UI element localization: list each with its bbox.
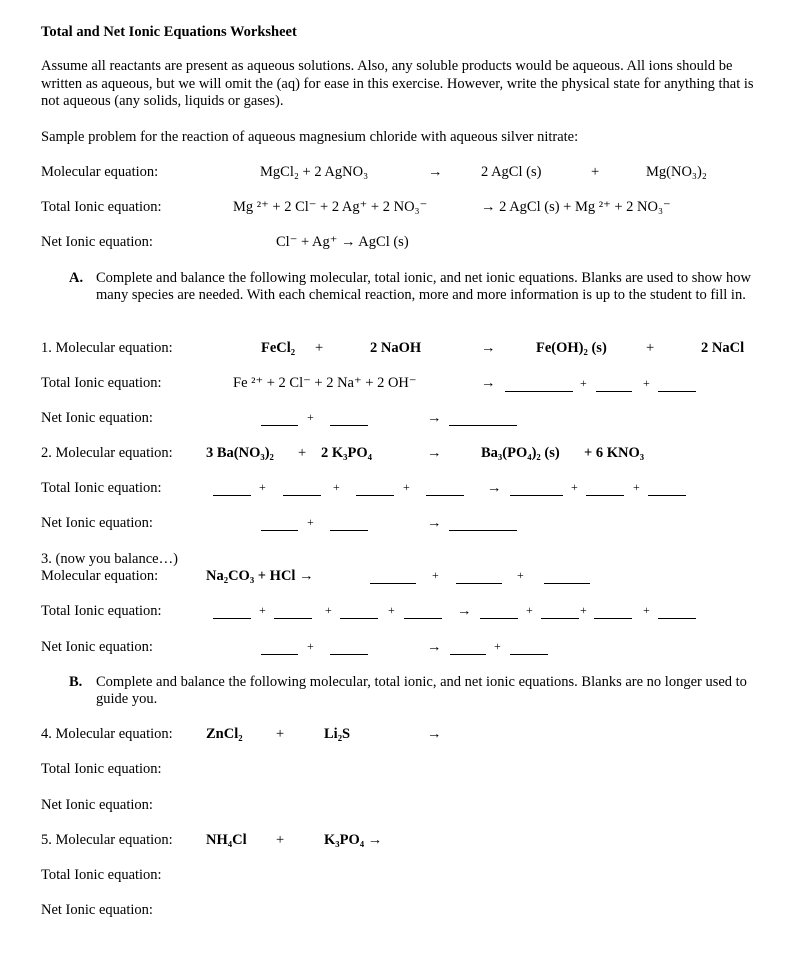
p2-total-blank-1[interactable]: [213, 495, 251, 496]
sample-net-equation: Cl⁻ + Ag⁺ → AgCl (s): [276, 234, 409, 250]
p3-total-blank-7[interactable]: [594, 618, 632, 619]
sample-molecular-product-2: Mg(NO₃)₂: [646, 164, 707, 180]
p5-molecular-label: 5. Molecular equation:: [41, 832, 173, 848]
p1-arrow: →: [481, 340, 496, 356]
p2-total-blank-4[interactable]: [426, 495, 464, 496]
p4-molecular-label: 4. Molecular equation:: [41, 726, 173, 742]
intro-paragraph: Assume all reactants are present as aqueous solutions. Also, any soluble products would be aqueous. All ions should be written as aqueous, but we will omit the (aq) for ease in this exercise. However, write the physical state for anything that is not aqueous (any solids, liquids or gases).: [41, 58, 754, 109]
section-a-letter: A.: [69, 270, 84, 286]
p1-total-label: Total Ionic equation:: [41, 375, 162, 391]
p1-net-plus: +: [307, 410, 314, 424]
p4-net-label: Net Ionic equation:: [41, 797, 153, 813]
p2-arrow: →: [427, 445, 442, 461]
p3-total-blank-4[interactable]: [404, 618, 442, 619]
p2-net-blank-2[interactable]: [330, 530, 368, 531]
p2-total-blank-7[interactable]: [648, 495, 686, 496]
p2-total-blank-6[interactable]: [586, 495, 624, 496]
p2-total-label: Total Ionic equation:: [41, 480, 162, 496]
p3-net-blank-1[interactable]: [261, 654, 298, 655]
p3-mol-plus-1: +: [432, 568, 439, 582]
p3-total-plus-1: +: [259, 603, 266, 617]
p1-plus-2: +: [646, 340, 655, 356]
p3-total-plus-4: +: [526, 603, 533, 617]
p5-reactant-1: NH₄Cl: [206, 832, 247, 848]
p1-net-blank-3[interactable]: [449, 425, 517, 426]
p1-total-left: Fe ²⁺ + 2 Cl⁻ + 2 Na⁺ + 2 OH⁻: [233, 375, 417, 391]
sample-total-left: Mg ²⁺ + 2 Cl⁻ + 2 Ag⁺ + 2 NO₃⁻: [233, 199, 428, 215]
p3-net-arrow: →: [427, 639, 442, 655]
p4-arrow: →: [427, 726, 442, 742]
sample-total-right: → 2 AgCl (s) + Mg ²⁺ + 2 NO₃⁻: [481, 199, 671, 215]
p1-total-plus-2: +: [643, 376, 650, 390]
p1-net-arrow: →: [427, 410, 442, 426]
p2-net-arrow: →: [427, 515, 442, 531]
p3-molecular-label: Molecular equation:: [41, 568, 159, 584]
sample-heading: Sample problem for the reaction of aqueous magnesium chloride with aqueous silver nitrate:: [41, 129, 579, 145]
p3-net-plus-1: +: [307, 639, 314, 653]
section-b-instructions: Complete and balance the following molecular, total ionic, and net ionic equations. Blanks are no longer used to guide you.: [96, 674, 747, 707]
p2-plus: +: [298, 445, 307, 461]
p2-net-blank-1[interactable]: [261, 530, 298, 531]
p3-total-blank-2[interactable]: [274, 618, 312, 619]
p2-net-blank-3[interactable]: [449, 530, 517, 531]
p5-plus: +: [276, 832, 285, 848]
p2-total-blank-2[interactable]: [283, 495, 321, 496]
p2-total-arrow: →: [487, 480, 502, 496]
sample-molecular-product-1: 2 AgCl (s): [481, 164, 542, 180]
p1-reactant-1: FeCl₂: [261, 340, 296, 356]
p1-reactant-2: 2 NaOH: [370, 340, 422, 356]
page-title: Total and Net Ionic Equations Worksheet: [41, 24, 297, 40]
p3-total-blank-5[interactable]: [480, 618, 518, 619]
p1-product-1: Fe(OH)₂ (s): [536, 340, 607, 356]
p3-total-blank-1[interactable]: [213, 618, 251, 619]
sample-net-label: Net Ionic equation:: [41, 234, 153, 250]
p3-total-arrow: →: [457, 603, 472, 619]
p3-net-label: Net Ionic equation:: [41, 639, 153, 655]
p2-product-2: + 6 KNO₃: [584, 445, 645, 461]
p3-total-label: Total Ionic equation:: [41, 603, 162, 619]
section-a-instructions: Complete and balance the following molecular, total ionic, and net ionic equations. Blanks are used to show how many species are needed. With each chemical reaction, more and more information is up to the student to fill in.: [96, 270, 751, 303]
p3-total-plus-3: +: [388, 603, 395, 617]
p1-total-plus-1: +: [580, 376, 587, 390]
p3-net-blank-4[interactable]: [510, 654, 548, 655]
p5-reactant-2: K₃PO₄ →: [324, 832, 383, 848]
p4-plus: +: [276, 726, 285, 742]
p2-reactant-1: 3 Ba(NO₃)₂: [206, 445, 274, 461]
p2-total-blank-3[interactable]: [356, 495, 394, 496]
p3-prefix: 3. (now you balance…): [41, 551, 178, 567]
p2-product-1: Ba₃(PO₄)₂ (s): [481, 445, 560, 461]
p2-total-plus-2: +: [333, 480, 340, 494]
p2-molecular-label: 2. Molecular equation:: [41, 445, 173, 461]
p1-total-blank-1[interactable]: [505, 391, 573, 392]
p3-total-plus-5: +: [580, 603, 587, 617]
p4-reactant-1: ZnCl₂: [206, 726, 243, 742]
sample-total-label: Total Ionic equation:: [41, 199, 162, 215]
sample-molecular-reactants: MgCl₂ + 2 AgNO₃: [260, 164, 369, 180]
p3-total-plus-6: +: [643, 603, 650, 617]
p3-net-blank-2[interactable]: [330, 654, 368, 655]
p3-total-blank-3[interactable]: [340, 618, 378, 619]
p3-mol-plus-2: +: [517, 568, 524, 582]
p3-net-plus-2: +: [494, 639, 501, 653]
p3-reactants: Na₂CO₃ + HCl →: [206, 568, 314, 584]
p2-total-plus-4: +: [571, 480, 578, 494]
p2-reactant-2: 2 K₃PO₄: [321, 445, 372, 461]
p2-net-label: Net Ionic equation:: [41, 515, 153, 531]
p5-net-label: Net Ionic equation:: [41, 902, 153, 918]
p4-total-label: Total Ionic equation:: [41, 761, 162, 777]
p2-total-plus-3: +: [403, 480, 410, 494]
p3-total-blank-6[interactable]: [541, 618, 579, 619]
p1-net-label: Net Ionic equation:: [41, 410, 153, 426]
p3-mol-blank-2[interactable]: [456, 583, 502, 584]
p1-net-blank-2[interactable]: [330, 425, 368, 426]
p1-net-blank-1[interactable]: [261, 425, 298, 426]
p1-plus: +: [315, 340, 324, 356]
p3-mol-blank-3[interactable]: [544, 583, 590, 584]
sample-molecular-arrow: →: [428, 164, 443, 180]
p3-total-plus-2: +: [325, 603, 332, 617]
p1-total-arrow: →: [481, 375, 496, 391]
p2-net-plus: +: [307, 515, 314, 529]
section-b-letter: B.: [69, 674, 83, 690]
sample-molecular-plus: +: [591, 164, 600, 180]
p2-total-plus-5: +: [633, 480, 640, 494]
p1-molecular-label: 1. Molecular equation:: [41, 340, 173, 356]
p2-total-blank-5[interactable]: [510, 495, 563, 496]
p5-total-label: Total Ionic equation:: [41, 867, 162, 883]
p4-reactant-2: Li₂S: [324, 726, 351, 742]
p1-total-blank-2[interactable]: [596, 391, 632, 392]
p1-product-2: 2 NaCl: [701, 340, 745, 356]
p3-total-blank-8[interactable]: [658, 618, 696, 619]
p2-total-plus-1: +: [259, 480, 266, 494]
p3-net-blank-3[interactable]: [450, 654, 486, 655]
p1-total-blank-3[interactable]: [658, 391, 696, 392]
p3-mol-blank-1[interactable]: [370, 583, 416, 584]
sample-molecular-label: Molecular equation:: [41, 164, 159, 180]
